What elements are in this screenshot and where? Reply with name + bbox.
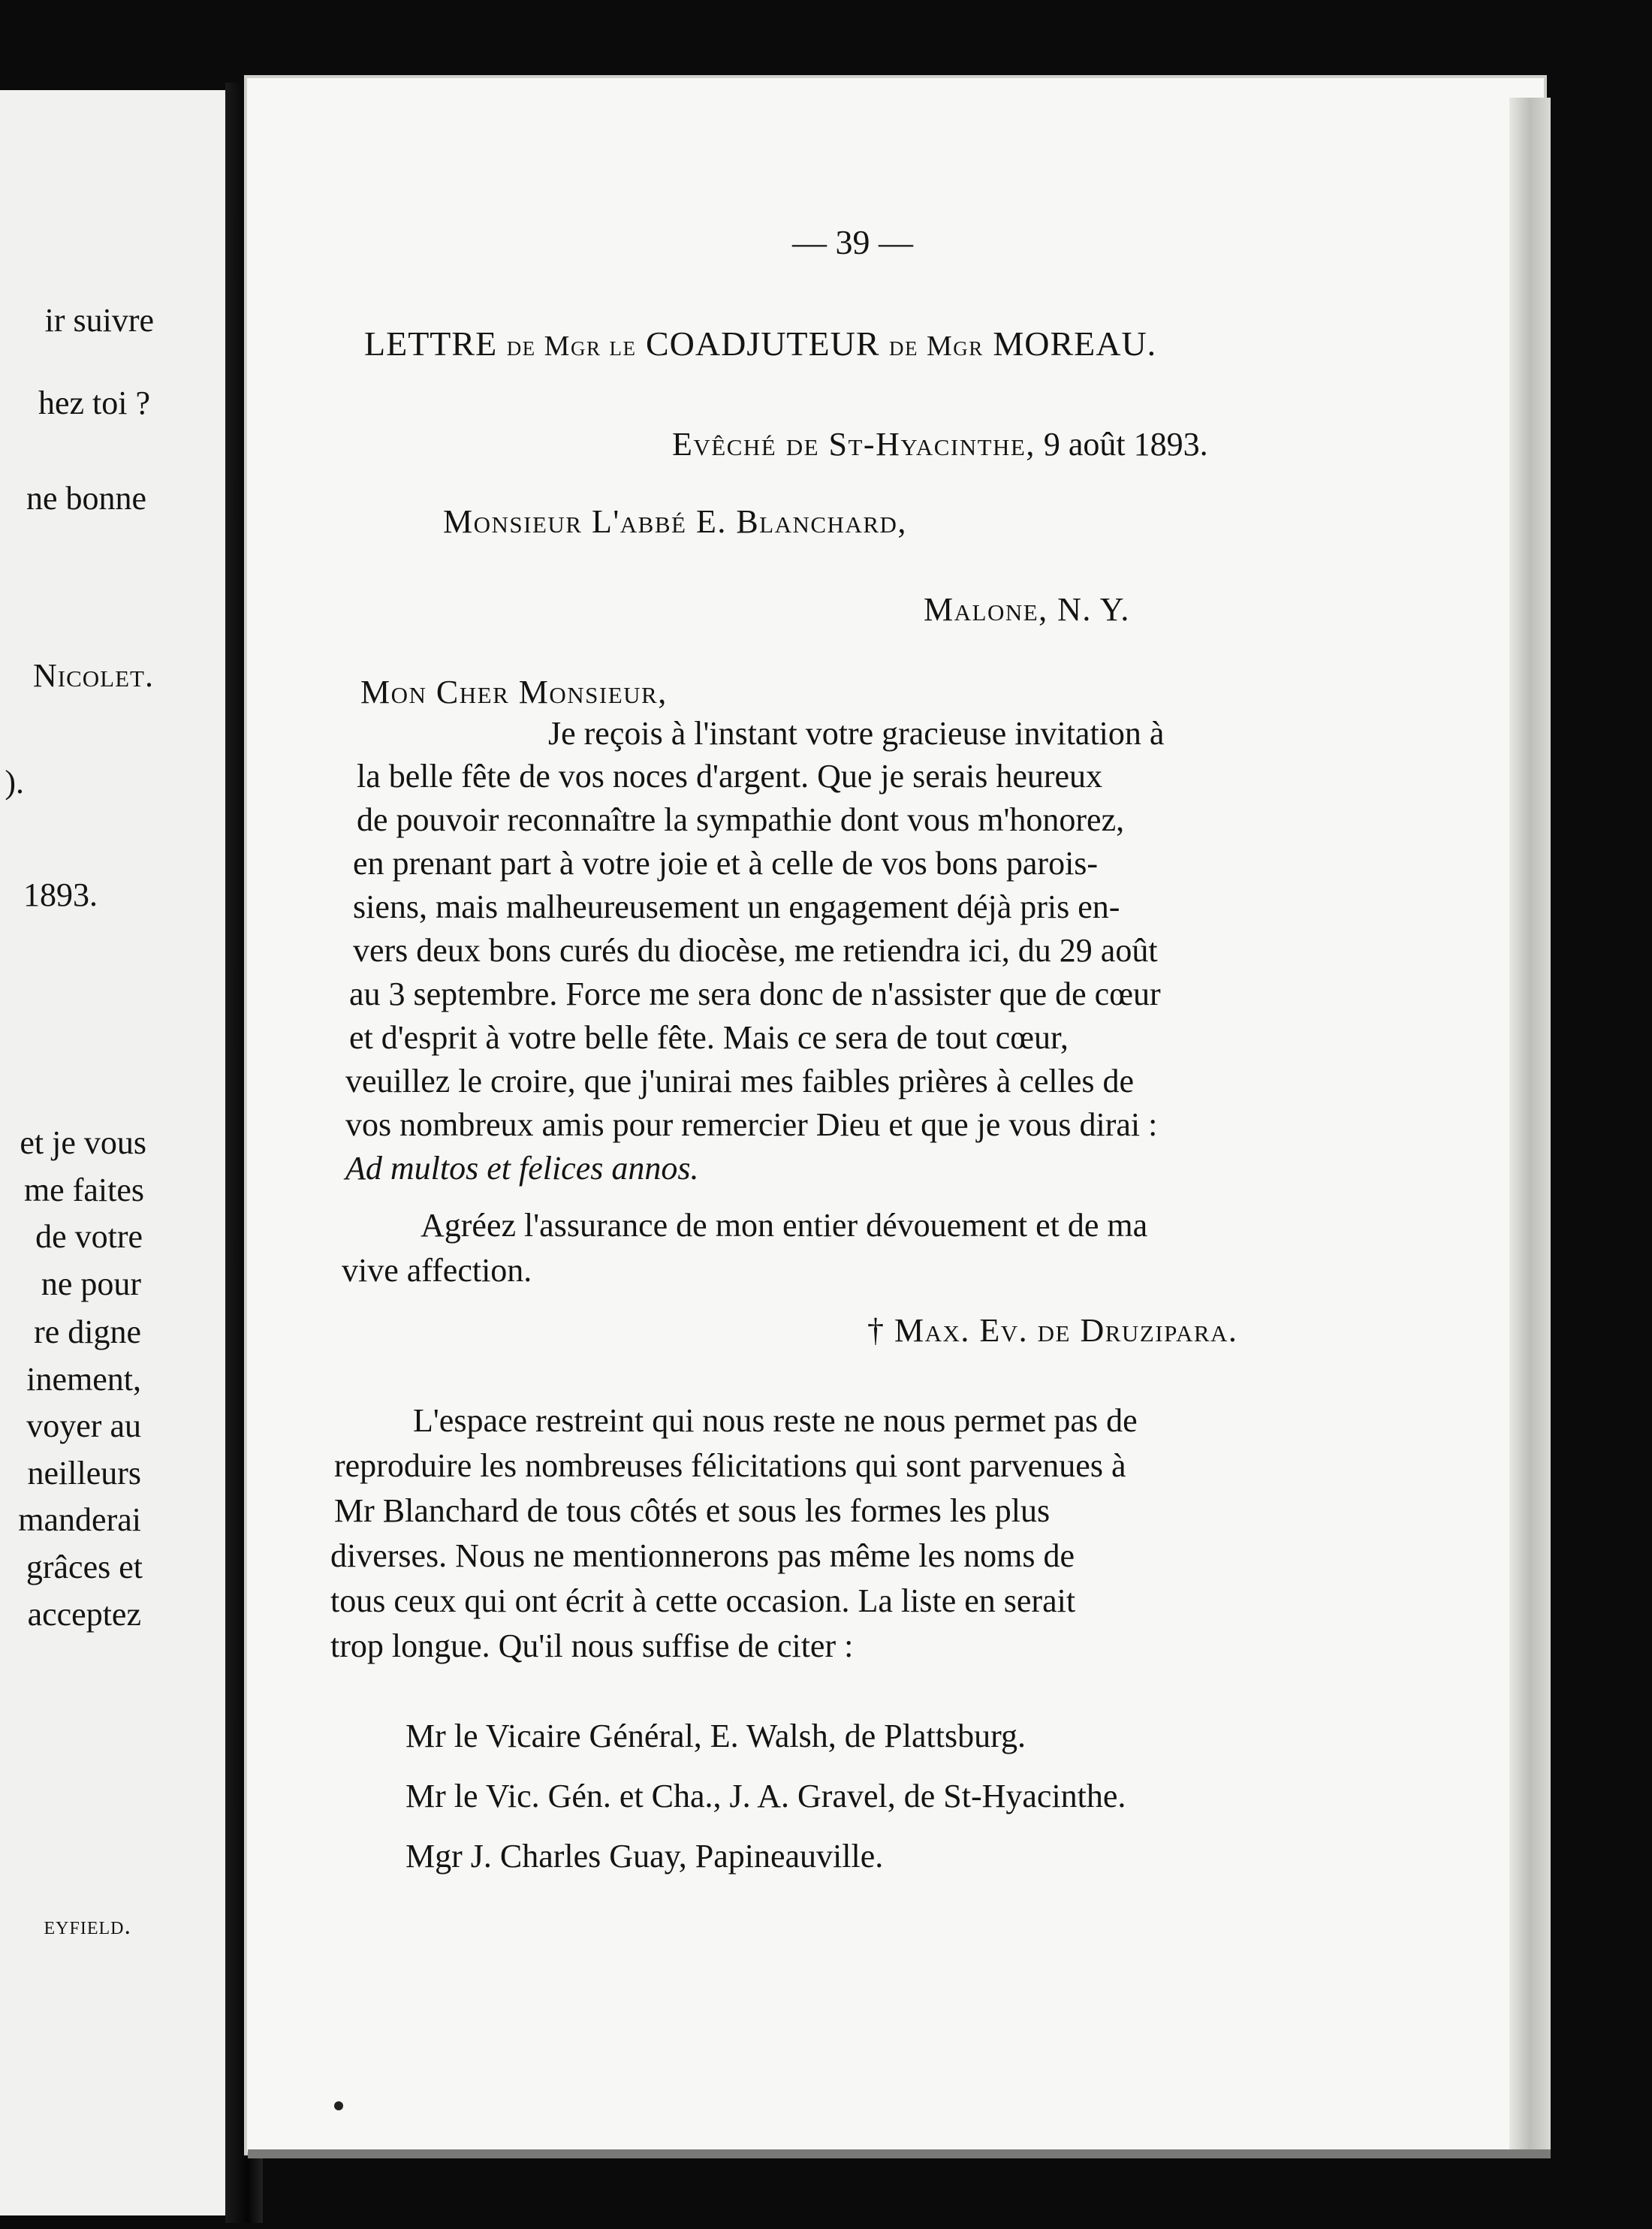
left-page-line: grâces et [26,1549,143,1585]
address: Malone, N. Y. [924,591,1130,628]
left-page-line: manderai [18,1501,141,1538]
narrative-line: reproduire les nombreuses félicitations qui sont parvenues à [334,1447,1126,1484]
letter-line: vers deux bons curés du diocèse, me retiendra ici, du 29 août [353,932,1158,969]
narrative-line: diverses. Nous ne mentionnerons pas même les noms de [330,1537,1075,1574]
letter-date: 9 août 1893. [1043,426,1208,463]
page-edge [1509,98,1551,2155]
letter-line: vos nombreux amis pour remercier Dieu et que je vous dirai : [345,1106,1158,1143]
closing-line: vive affection. [342,1252,532,1289]
page-bottom-edge [248,2149,1551,2158]
title-part: de Mgr le [506,330,637,362]
letter-line: Je reçois à l'instant votre gracieuse invitation à [548,715,1165,752]
left-page-line: ir suivre [44,302,154,339]
ink-spot [334,2101,343,2110]
letter-line: au 3 septembre. Force me sera donc de n'assister que de cœur [349,976,1161,1012]
addressee: Monsieur L'abbé E. Blanchard, [443,503,907,540]
letter-line: en prenant part à votre joie et à celle de vos bons parois- [353,845,1099,882]
left-page-line: re digne [34,1314,141,1350]
narrative-line: Mr Blanchard de tous côtés et sous les formes les plus [334,1492,1051,1529]
salutation: Mon Cher Monsieur, [360,674,668,710]
letter-line: la belle fête de vos noces d'argent. Que je serais heureux [357,758,1103,795]
title-part: de Mgr [889,330,984,362]
left-page-line: inement, [26,1361,141,1398]
letter-line: et d'esprit à votre belle fête. Mais ce sera de tout cœur, [349,1019,1069,1056]
left-page-line: 1893. [23,876,98,913]
narrative-line: tous ceux qui ont écrit à cette occasion. La liste en serait [330,1582,1076,1619]
letter-line: de pouvoir reconnaître la sympathie dont vous m'honorez, [357,801,1125,838]
list-item: Mr le Vicaire Général, E. Walsh, de Plattsburg. [405,1718,1026,1754]
left-page-line: me faites [23,1172,144,1208]
left-page-line: eyfield. [44,1912,131,1940]
signature: † Max. Ev. de Druzipara. [867,1312,1238,1349]
left-page-line: hez toi ? [38,385,150,421]
letter-line: siens, mais malheureusement un engagement déjà pris en- [353,888,1120,925]
left-page-line: Nicolet. [33,657,154,694]
list-item: Mgr J. Charles Guay, Papineauville. [405,1838,884,1875]
left-facing-page [0,90,225,2215]
left-page-line: acceptez [27,1596,141,1633]
title-part: LETTRE [364,324,498,363]
page-number: — 39 — [792,223,913,261]
left-page-line: de votre [35,1218,143,1255]
left-page-line: neilleurs [27,1455,141,1492]
left-page-line: et je vous [20,1124,146,1161]
letter-title [364,324,1157,363]
narrative-line: L'espace restreint qui nous reste ne nous permet pas de [413,1402,1138,1439]
left-page-line: ne bonne [26,480,146,517]
letter-place: Evêché de St-Hyacinthe, [672,426,1036,463]
place-date [672,428,1208,461]
book-page [244,75,1547,2155]
closing-line: Agréez l'assurance de mon entier dévouement et de ma [421,1207,1148,1244]
latin-phrase: Ad multos et felices annos. [345,1150,699,1187]
list-item: Mr le Vic. Gén. et Cha., J. A. Gravel, de St-Hyacinthe. [405,1778,1126,1814]
letter-line: veuillez le croire, que j'unirai mes faibles prières à celles de [345,1063,1135,1099]
left-page-line: ne pour [41,1265,141,1302]
title-part: COADJUTEUR [645,324,880,363]
narrative-line: trop longue. Qu'il nous suffise de citer : [330,1627,854,1664]
left-page-line: voyer au [26,1407,141,1444]
left-page-line: ). [5,764,24,801]
title-part: MOREAU. [993,324,1157,363]
